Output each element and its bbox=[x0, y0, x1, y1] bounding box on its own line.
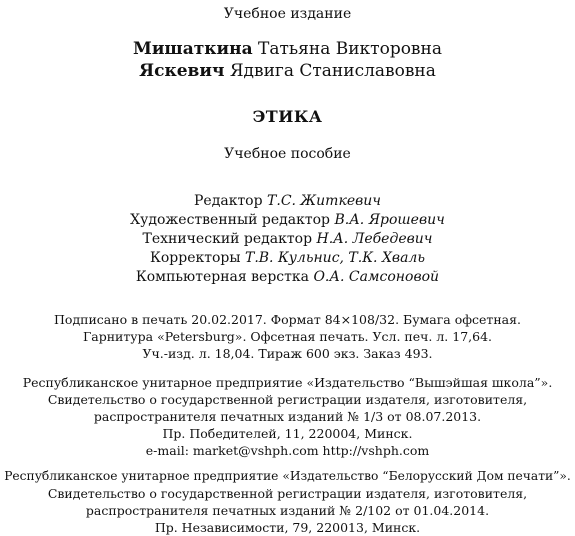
author-1-surname: Мишаткина bbox=[133, 39, 253, 59]
print-info-line-2: Гарнитура «Petersburg». Офсетная печать. Усл. печ. л. 17,64. bbox=[82, 329, 493, 344]
publisher-contacts: e-mail: market@vshph.com http://vshph.com bbox=[145, 443, 430, 458]
staff-role: Художественный редактор bbox=[130, 212, 331, 228]
author-2-surname: Яскевич bbox=[139, 61, 225, 81]
staff-name: О.А. Самсоновой bbox=[313, 269, 440, 285]
publisher-line-2: Свидетельство о государственной регистрации издателя, изготовителя, bbox=[47, 392, 528, 407]
staff-name: Н.А. Лебедевич bbox=[316, 231, 433, 247]
staff-proofreaders bbox=[0, 250, 575, 266]
printer-address: Пр. Независимости, 79, 220013, Минск. bbox=[154, 520, 421, 535]
print-info-line-3: Уч.-изд. л. 18,04. Тираж 600 экз. Заказ 493. bbox=[142, 346, 433, 361]
publisher-line-3: распространителя печатных изданий № 1/3 от 08.07.2013. bbox=[93, 409, 482, 424]
print-info-line-1: Подписано в печать 20.02.2017. Формат 84×108/32. Бумага офсетная. bbox=[54, 312, 521, 327]
book-subtitle: Учебное пособие bbox=[224, 146, 351, 162]
staff-editor bbox=[0, 193, 575, 209]
printer-line-1: Республиканское унитарное предприятие «Издательство “Белорусский Дом печати”». bbox=[4, 469, 571, 483]
staff-layout bbox=[0, 269, 575, 285]
staff-art-editor bbox=[0, 212, 575, 228]
staff-tech-editor bbox=[0, 231, 575, 247]
edition-type: Учебное издание bbox=[223, 6, 352, 22]
staff-role: Технический редактор bbox=[142, 231, 313, 247]
staff-name: Т.С. Житкевич bbox=[267, 193, 381, 209]
author-1 bbox=[0, 39, 575, 59]
author-2-given: Ядвига Станиславовна bbox=[229, 61, 436, 81]
printer-line-3: распространителя печатных изданий № 2/102 от 01.04.2014. bbox=[85, 503, 490, 518]
staff-name: Т.В. Кульнис, Т.К. Хваль bbox=[244, 250, 425, 266]
staff-name: В.А. Ярошевич bbox=[334, 212, 445, 228]
staff-role: Компьютерная верстка bbox=[135, 269, 309, 285]
staff-role: Корректоры bbox=[150, 250, 241, 266]
author-2 bbox=[0, 61, 575, 81]
book-title: ЭТИКА bbox=[252, 107, 323, 126]
staff-role: Редактор bbox=[194, 193, 263, 209]
author-1-given: Татьяна Викторовна bbox=[258, 39, 442, 59]
printer-line-2: Свидетельство о государственной регистрации издателя, изготовителя, bbox=[47, 486, 528, 501]
publisher-line-1: Республиканское унитарное предприятие «Издательство “Вышэйшая школа”». bbox=[22, 375, 553, 390]
publisher-address: Пр. Победителей, 11, 220004, Минск. bbox=[162, 426, 413, 441]
